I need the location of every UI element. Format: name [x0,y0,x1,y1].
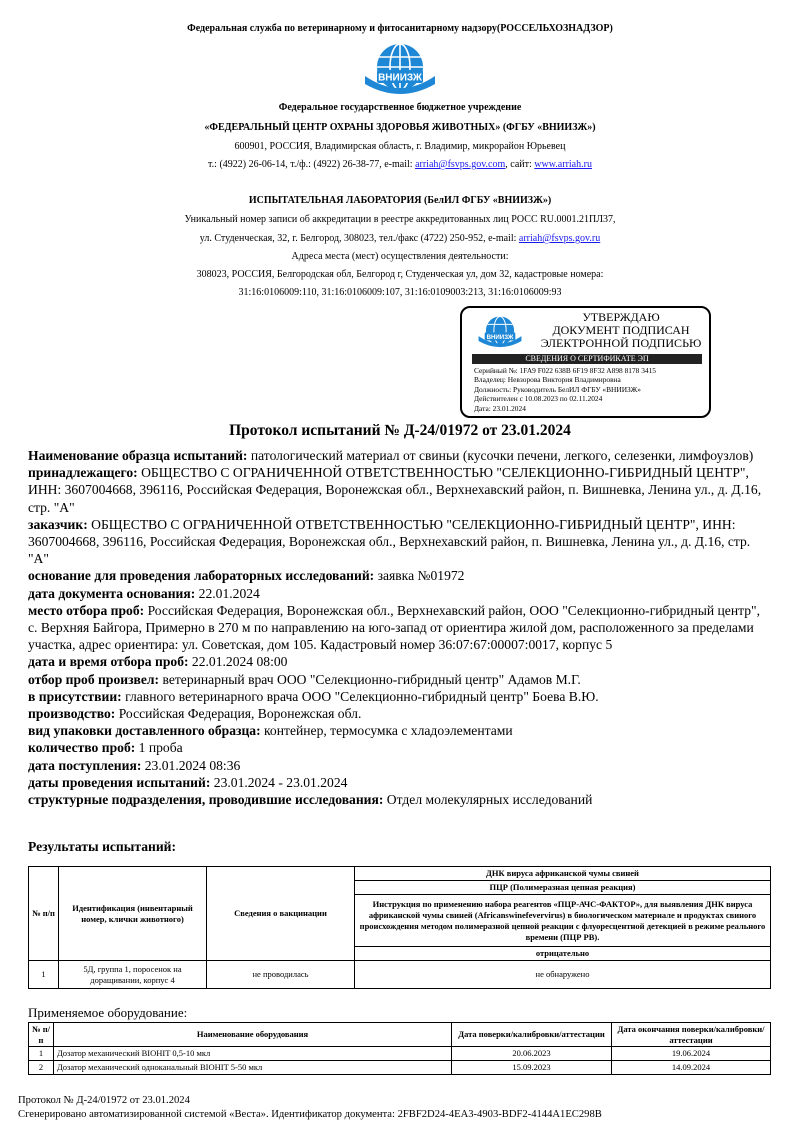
field-sample-count: количество проб: 1 проба [28,740,183,756]
field-customer: заказчик: ОБЩЕСТВО С ОГРАНИЧЕННОЙ ОТВЕТСТВЕННОСТЬЮ "СЕЛЕКЦИОННО-ГИБРИДНЫЙ ЦЕНТР", ИНН: 3607004668, 396116, Российская Федерация, Воронежская обл., Верхнехавский район, п. Вишневка, Ленина ул., д. Д.16, стр. "А" [28,516,751,567]
field-departments: структурные подразделения, проводившие исследования: Отдел молекулярных исследований [28,792,593,808]
field-sampled-by: отбор проб произвел: ветеринарный врач ООО "Селекционно-гибридный центр" Адамов М.Г. [28,671,581,687]
vniizh-logo [363,40,437,107]
site-prefix: , сайт: [505,159,535,170]
field-owner: принадлежащего: ОБЩЕСТВО С ОГРАНИЧЕННОЙ ОТВЕТСТВЕННОСТЬЮ "СЕЛЕКЦИОННО-ГИБРИДНЫЙ ЦЕНТР", ИНН: 3607004668, 396116, Российская Федерация, Воронежская обл., Верхнехавский район, п. Вишневка, Ленина ул., д. Д.16, стр. "А" [28,465,762,515]
stamp-owner: Владелец: Невзорова Виктория Владимировна [474,375,621,385]
test-instruction: Инструкция по применению набора реагентов «ПЦР-АЧС-ФАКТОР», для выявления ДНК вируса африканской чумы свиней (Africanswinefevervirus) в биологическом материале и продуктах свиного происхождения методом полимеразной цепной реакции с флуоресцентной детекцией в режиме реального времени (ПЦР РВ). [355,895,771,947]
footer-generated: Сгенерировано автоматизированной системой «Веста». Идентификатор документа: 2FBF2D24-4EA3-4903-BDF2-4144A1EC298B [18,1109,602,1120]
stamp-signed: ДОКУМЕНТ ПОДПИСАН [552,323,690,337]
lab-name: ИСПЫТАТЕЛЬНАЯ ЛАБОРАТОРИЯ (БелИЛ ФГБУ «ВНИИЗЖ») [248,195,552,206]
lab-address [0,232,800,246]
logo-text: ВНИИЗЖ [378,72,422,84]
stamp-esign: ЭЛЕКТРОННОЙ ПОДПИСЬЮ [540,336,702,350]
col-vacc-header: Сведения о вакцинации [207,867,355,961]
org-type: Федеральное государственное бюджетное учреждение [278,102,522,113]
row-vacc: не проводилась [207,961,355,989]
equipment-title: Применяемое оборудование: [28,1005,188,1020]
stamp-date: Дата: 23.01.2024 [474,403,526,413]
col-id-header: Идентификация (инвентарный номер, клички животного) [59,867,207,961]
results-title: Результаты испытаний: [28,839,177,854]
table-row: 2 Дозатор механический одноканальный BIOHIT 5-50 мкл 15.09.2023 14.09.2024 [29,1061,771,1075]
stamp-approve: УТВЕРЖДАЮ [582,310,660,324]
org-contacts [0,158,800,172]
row-num: 1 [29,961,59,989]
test-name: ДНК вируса африканской чумы свиней [355,867,771,881]
field-basis: основание для проведения лабораторных исследований: заявка №01972 [28,568,465,584]
test-method: ПЦР (Полимеразная цепная реакция) [355,881,771,895]
test-norm: отрицательно [355,947,771,961]
stamp-serial: Серийный №: 1FA9 F022 638B 6F19 8F32 A898 8178 3415 [474,366,656,375]
table-row [29,961,771,989]
lab-places-line2: 31:16:0106009:110, 31:16:0106009:107, 31:16:0109003:213, 31:16:0106009:93 [238,287,562,298]
field-production: производство: Российская Федерация, Воронежская обл. [28,706,362,722]
row-result: не обнаружено [355,961,771,989]
eq-col-date: Дата поверки/калибровки/аттестации [452,1023,612,1047]
results-table [28,866,771,989]
org-site-link[interactable]: www.arriah.ru [534,159,592,170]
table-row: 1 Дозатор механический BIOHIT 0,5-10 мкл 20.06.2023 19.06.2024 [29,1047,771,1061]
eq-col-end: Дата окончания поверки/калибровки/аттестации [612,1023,771,1047]
field-presence: в присутствии: главного ветеринарного врача ООО "Селекционно-гибридный центр" Боева В.Ю. [28,688,599,704]
footer [18,1094,602,1122]
field-sampling-datetime: дата и время отбора проб: 22.01.2024 08:00 [28,654,288,670]
row-id: 5Д, группа 1, поросенок на доращивании, корпус 4 [59,961,207,989]
org-name: «ФЕДЕРАЛЬНЫЙ ЦЕНТР ОХРАНЫ ЗДОРОВЬЯ ЖИВОТНЫХ» (ФГБУ «ВНИИЗЖ») [204,122,596,133]
lab-places-line1: 308023, РОССИЯ, Белгородская обл, Белгород г, Студенческая ул, дом 32, кадастровые номера: [196,269,604,280]
protocol-fields [28,447,768,808]
field-received-date: дата поступления: 23.01.2024 08:36 [28,757,241,773]
equipment-table [28,1022,771,1075]
eq-col-num: № п/п [29,1023,54,1047]
org-address: 600901, РОССИЯ, Владимирская область, г. Владимир, микрорайон Юрьевец [234,141,566,152]
field-sampling-place: место отбора проб: Российская Федерация, Воронежская обл., Верхнехавский район, ООО "Селекционно-гибридный центр", с. Верхняя Байгора, Примерно в 270 м по направлению на юго-запад от ориентира жилой дом, расположенного за пределами участка, адрес ориентира: ул. Советская, дом 105. Кадастровый номер 36:07:67:00007:0017, корпус 5 [28,602,760,653]
lab-places-title: Адреса места (мест) осуществления деятельности: [291,251,509,262]
lab-address-text: ул. Студенческая, 32, г. Белгород, 308023, тел./факс (4722) 250-952, e-mail: [199,233,519,244]
lab-email-link[interactable]: arriah@fsvps.gov.ru [518,233,601,244]
signature-stamp [460,306,711,418]
col-num-header: № п/п [29,867,59,961]
field-sample-name: Наименование образца испытаний: патологический материал от свиньи (кусочки печени, легкого, селезенки, лимфоузлов) [28,448,754,463]
agency-name: Федеральная служба по ветеринарному и фитосанитарному надзору(РОССЕЛЬХОЗНАДЗОР) [187,23,613,34]
contacts-text: т.: (4922) 26-06-14, т./ф.: (4922) 26-38-77, e-mail: [208,159,416,170]
stamp-valid: Действителен с 10.08.2023 по 02.11.2024 [474,394,603,404]
field-basis-date: дата документа основания: 22.01.2024 [28,585,260,601]
protocol-title: Протокол испытаний № Д-24/01972 от 23.01.2024 [229,422,571,439]
eq-col-name: Наименование оборудования [54,1023,452,1047]
stamp-position: Должность: Руководитель БелИЛ ФГБУ «ВНИИЗЖ» [474,384,641,394]
lab-accreditation: Уникальный номер записи об аккредитации в реестре аккредитованных лиц РОСС RU.0001.21ПЛ37, [184,214,616,225]
footer-protocol: Протокол № Д-24/01972 от 23.01.2024 [18,1095,190,1106]
field-packaging: вид упаковки доставленного образца: контейнер, термосумка с хладоэлементами [28,723,513,739]
field-test-dates: даты проведения испытаний: 23.01.2024 - 23.01.2024 [28,774,348,790]
stamp-cert-info [474,366,656,413]
org-email-link[interactable]: arriah@fsvps.gov.com [415,159,506,170]
stamp-cert-bar: СВЕДЕНИЯ О СЕРТИФИКАТЕ ЭП [472,354,702,364]
stamp-logo-text: ВНИИЗЖ [486,333,514,341]
stamp-logo [476,314,524,357]
